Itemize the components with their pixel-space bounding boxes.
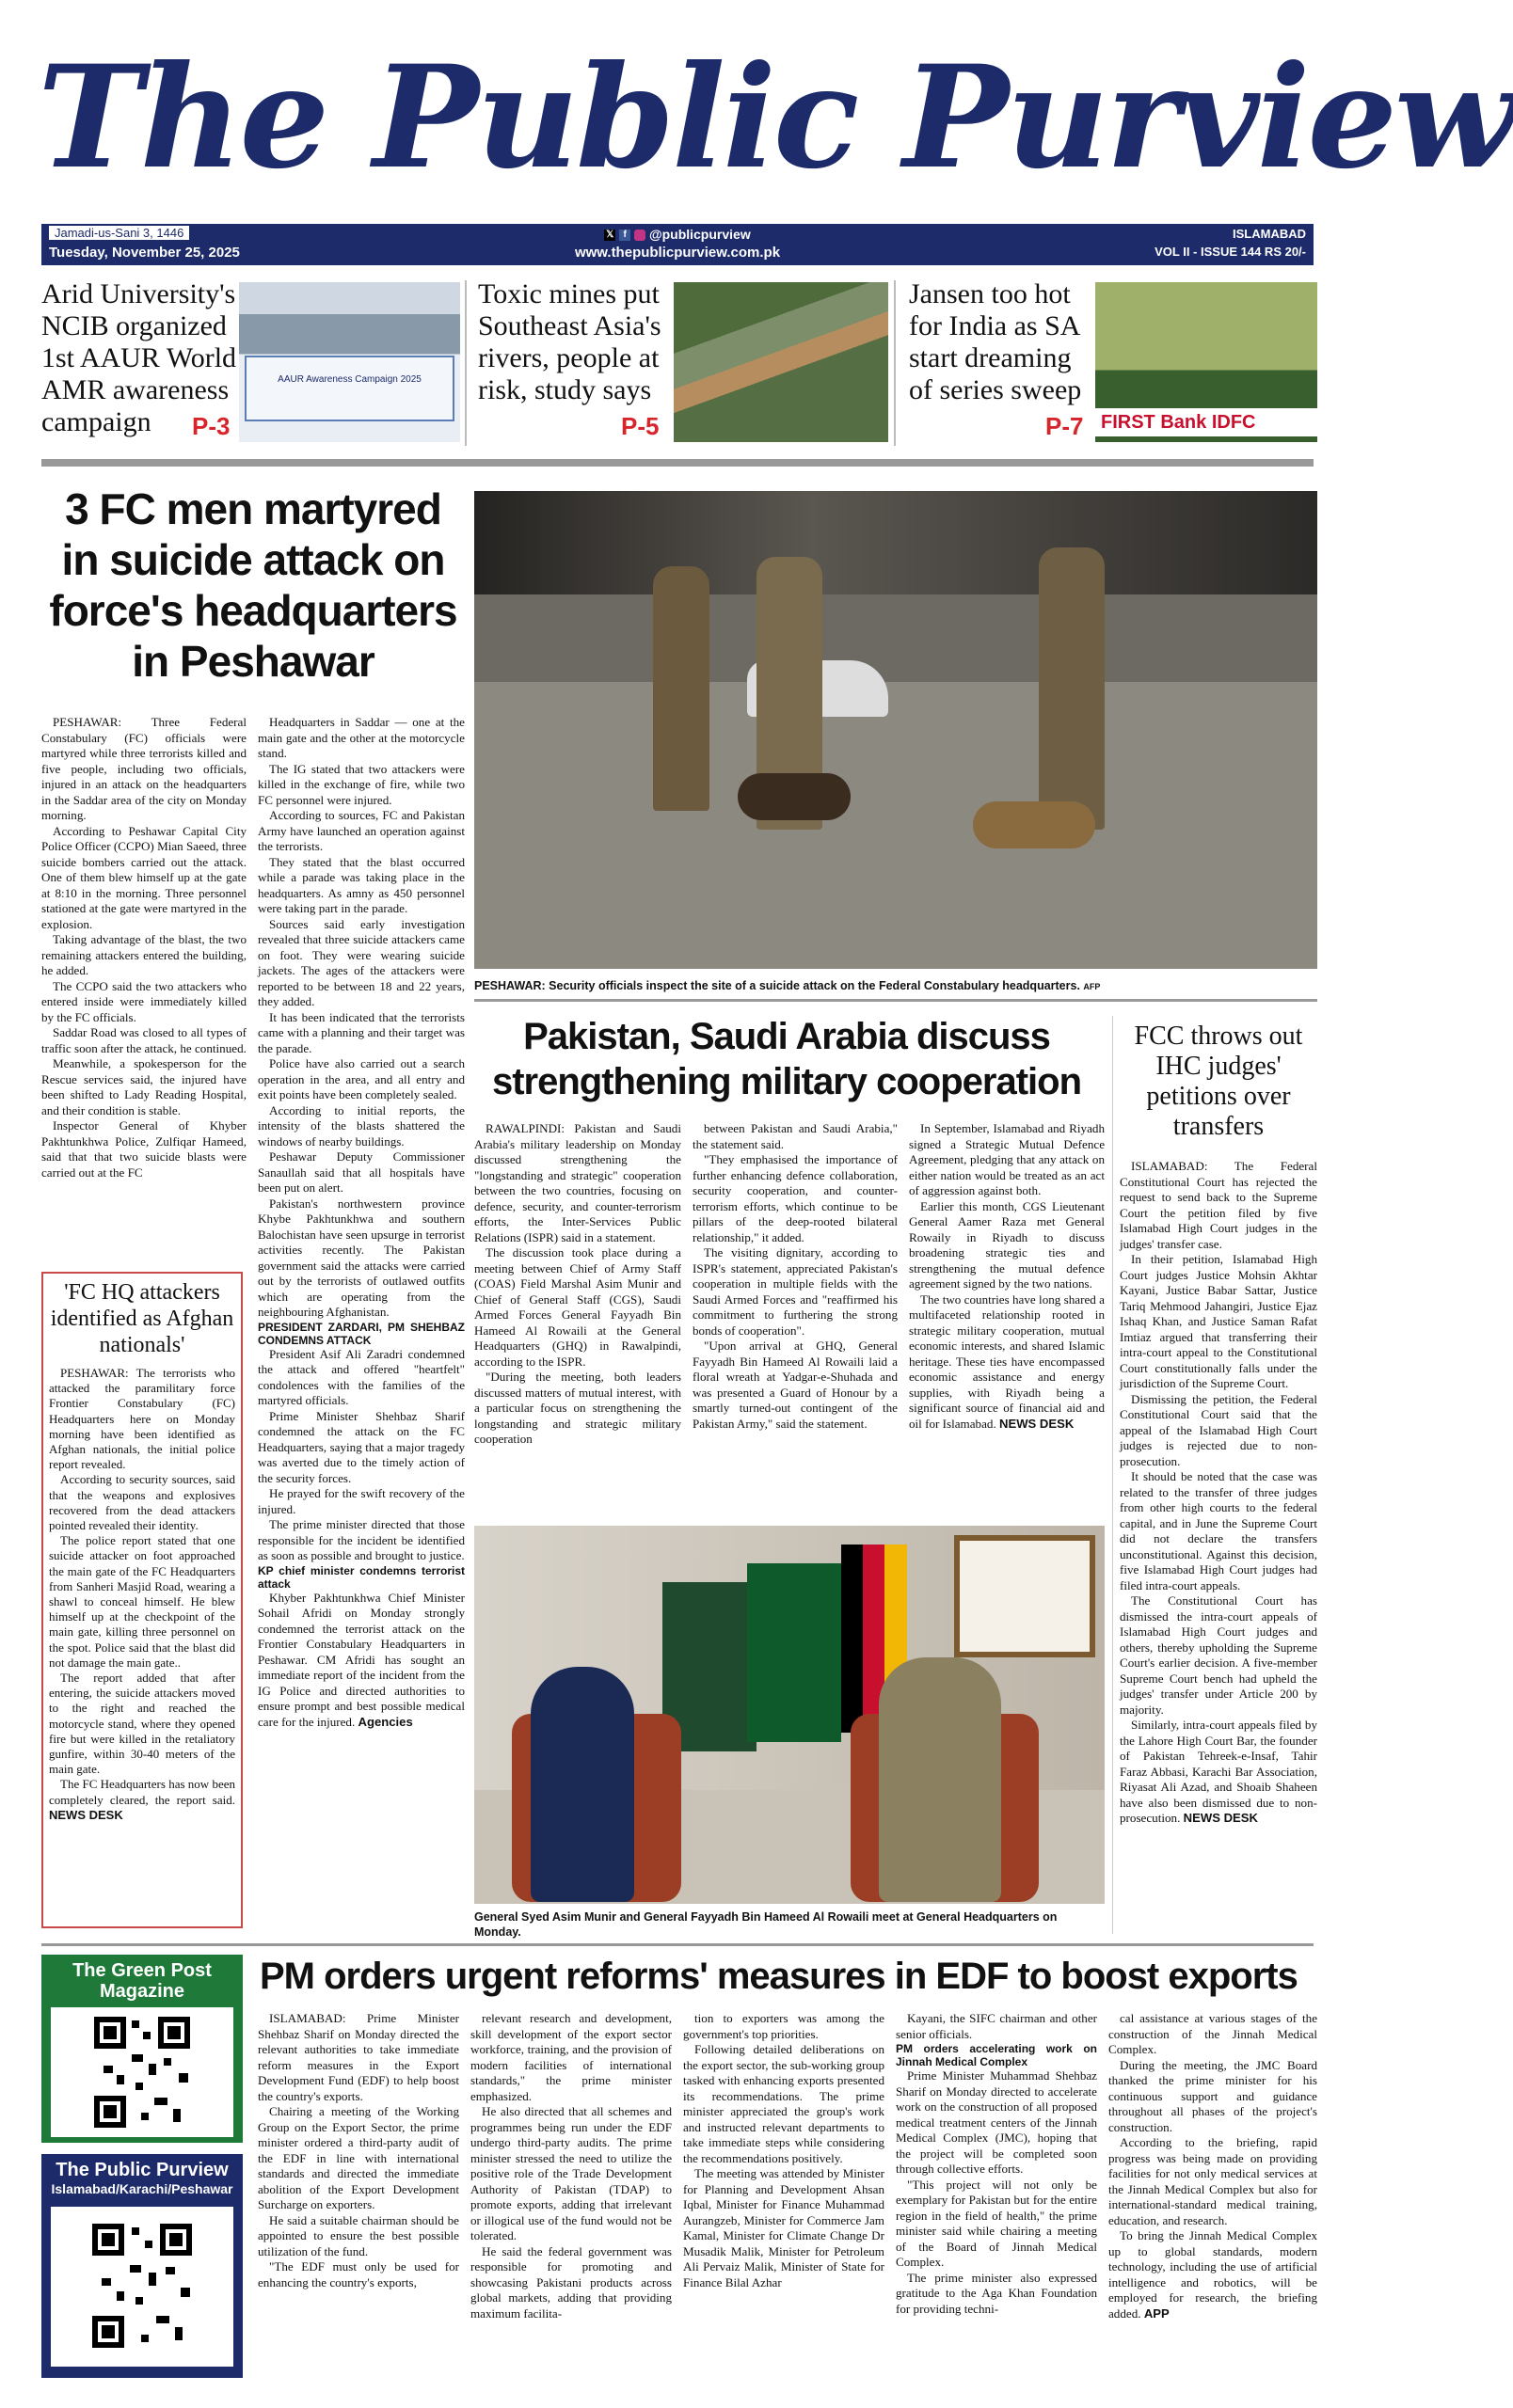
saudi-headline: Pakistan, Saudi Arabia discuss strengthening military cooperation	[491, 1016, 1082, 1102]
public-purview-promo[interactable]: The Public Purview Islamabad/Karachi/Peshawar	[41, 2154, 243, 2378]
teaser-title: Toxic mines put Southeast Asia's rivers, people at risk, study says	[478, 278, 661, 405]
subheading: PM orders accelerating work on Jinnah Medical Complex	[896, 2042, 1097, 2068]
ad-board: FIRST Bank IDFC	[1095, 408, 1317, 436]
rule	[474, 999, 1317, 1002]
teaser-photo	[1095, 282, 1317, 442]
box-headline: 'FC HQ attackers identified as Afghan nationals'	[50, 1280, 234, 1357]
teaser-page: P-3	[192, 412, 231, 440]
lead-headline: 3 FC men martyred in suicide attack on force's headquarters in Peshawar	[49, 484, 457, 686]
subheading: PRESIDENT ZARDARI, PM SHEHBAZ CONDEMNS ATTACK	[258, 1320, 465, 1347]
flag	[747, 1563, 841, 1742]
section-rule	[41, 1943, 1314, 1946]
facebook-icon: f	[619, 230, 630, 241]
instagram-icon	[634, 230, 645, 241]
fcc-column: ISLAMABAD: The Federal Constitutional Court has rejected the request to send back to the Supreme Court the petition filed by five Islamabad High Court judges in the judges' transfer case. In their petition, Islamabad High Court judges Justice Mohsin Akhtar Kayani, Justice Babar Sattar, Justice Tariq Mehmood Jahangiri, Justice Ejaz Ishaq Khan, and Justice Saman Rafat Imtiaz argued that transferring their intra-court appeal to the Constitutional Court constitutionally falls under the jurisdiction of the Supreme Court. Dismissing the petition, the Federal Constitutional Court said that the appeal of the Islamabad High Court judges is rejected due to non-prosecution. It should be noted that the case was related to the transfer of three judges from other high courts to the federal capital, and in June the Supreme Court did not declare the transfers unconstitutional. Against this decision, five Islamabad High Court judges had filed intra-court appeals. The Constitutional Court has dismissed the intra-court appeals of Islamabad High Court judges and others, thereby upholding the Supreme Court's earlier decision. A five-member Supreme Court bench had upheld the judges' transfer under Article 200 by majority. Similarly, intra-court appeals filed by the Lahore High Court Bar, the founder of Pakistan Tehreek-e-Insaf, Tahir Faraz Abbasi, Karachi Bar Association, Riyasat Ali Azad, and Shoaib Shaheen have also been dismissed due to non-prosecution. NEWS DESK	[1120, 1159, 1317, 1825]
saudi-column-2: between Pakistan and Saudi Arabia," the statement said. "They emphasised the importance of further enhancing defence collaboration, security cooperation, and counter-terrorism efforts, which continue to be pillars of the deep-rooted bilateral relationship," it added. The visiting dignitary, according to ISPR's statement, appreciated Pakistan's cooperation in multiple fields with the Saudi Armed Forces and "reaffirmed his commitment to furthering the strong bonds of cooperation". "Upon arrival at GHQ, General Fayyadh Bin Hameed Al Rowaili laid a floral wreath at Yadgar-e-Shuhada and was presented a Guard of Honour by a smartly turned-out contingent of the Pakistan Army," said the statement.	[693, 1121, 898, 1431]
lead-photo-caption: PESHAWAR: Security officials inspect the site of a suicide attack on the Federal Constabulary headquarters. AFP	[474, 979, 1101, 992]
teaser-3[interactable]	[909, 278, 1323, 448]
teaser-photo	[674, 282, 888, 442]
fcc-headline: FCC throws out IHC judges' petitions over transfers	[1134, 1022, 1303, 1141]
lead-column-2: Headquarters in Saddar — one at the main gate and the other at the motorcycle stand. The IG stated that two attackers were killed in the exchange of fire, while two FC personnel were injured. According to sources, FC and Pakistan Army have launched an operation against the terrorists. They stated that the blast occurred while a parade was taking place in the headquarters. As amny as 450 personnel were taking part in the parade. Sources said early investigation revealed that three suicide attackers came on foot. They were wearing suicide jackets. The ages of the attackers were reported to be between 18 and 22 years, they added. It has been indicated that the terrorists came with a planning and their target was the parade. Police have also carried out a search operation in the area, and all entry and exit points have been completely sealed. According to initial reports, the intensity of the blasts shattered the windows of nearby buildings. Peshawar Deputy Commissioner Sanaullah said that all hospitals have been put on alert. Pakistan's northwestern province Khybe Pakhtunkhwa and southern Balochistan have seen upsurge in terrorist activities recently. The Pakistan government said the attacks were carried out by the terrorists of outlawed outfits which are operating from the neighbouring Afghanistan. PRESIDENT ZARDARI, PM SHEHBAZ CONDEMNS ATTACK President Asif Ali Zaradri condemned the attack and offered "heartfelt" condolences with the families of the martyred officials. Prime Minister Shehbaz Sharif condemned the attack on the FC Headquarters, saying that a major tragedy was averted due to the timely action of the security forces. He prayed for the swift recovery of the injured. The prime minister directed that those responsible for the incident be identified as soon as possible and brought to justice. KP chief minister condemns terrorist attack Khyber Pakhtunkhwa Chief Minister Sohail Afridi on Monday strongly condemned the terrorist attack on the Frontier Constabulary Headquarters in Peshawar. CM Afridi has sought an immediate report of the incident from the IG Police and directed authorities to ensure prompt and best possible medical care for the injured. Agencies	[258, 715, 465, 1729]
lead-column-1: PESHAWAR: Three Federal Constabulary (FC) officials were martyred while three terrorists killed and five people, including two officials, injured in an attack on the headquarters in the Saddar area of the city on Monday morning. According to Peshawar Capital City Police Officer (CCPO) Mian Saeed, three suicide bombers carried out the attack. One of them blew himself up at the gate at 8:10 in the morning. Three personnel stationed at the gate were martyred in the explosion. Taking advantage of the blast, the two remaining attackers entered the building, he added. The CCPO said the two attackers who entered inside were immediately killed by the FC officials. Saddar Road was closed to all types of traffic soon after the attack, he continued. Meanwhile, a spokesperson for the Rescue services said, the injured have been shifted to Lady Reading Hospital, and their condition is stable. Inspector General of Khyber Pakhtunkhwa Police, Zulfiqar Hameed, said that that two suicide blasts were carried out at the FC	[41, 715, 247, 1180]
section-rule	[41, 459, 1314, 467]
issue-date: Tuesday, November 25, 2025	[49, 245, 240, 261]
teaser-1[interactable]	[41, 278, 474, 448]
divider	[465, 280, 467, 446]
masthead-title: The Public Purview	[38, 35, 1513, 200]
saudi-column-1: RAWALPINDI: Pakistan and Saudi Arabia's military leadership on Monday discussed strengthening the "longstanding and strategic" cooperation between the two countries, focusing on defence, security, and counter-terrorism efforts, the Inter-Services Public Relations (ISPR) said in a statement. The discussion took place during a meeting between Chief of Army Staff (COAS) Field Marshal Asim Munir and Chief of General Staff (CGS), Saudi Armed Forces General Fayyadh Bin Hameed Al Rowaili at the General Headquarters (GHQ) in Rawalpindi, according to the ISPR. "During the meeting, both leaders discussed matters of mutual interest, with a particular focus on strengthening the longstanding and strategic military cooperation	[474, 1121, 681, 1446]
edf-headline: PM orders urgent reforms' measures in EDF to boost exports	[260, 1956, 1298, 1997]
volume-issue: VOL II - ISSUE 144 RS 20/-	[1155, 245, 1306, 259]
divider	[894, 280, 896, 446]
teaser-title: Jansen too hot for India as SA start dreaming of series sweep	[909, 278, 1082, 405]
divider	[1112, 1016, 1113, 1934]
edf-column-3: tion to exporters was among the government's top priorities. Following detailed deliberations on the export sector, the sub-working group tasked with enhancing exports presented its recommendations. The prime minister appreciated the group's work and instructed relevant departments to take immediate steps while considering the recommendations positively. The meeting was attended by Minister for Planning and Development Ahsan Iqbal, Minister for Finance Muhammad Aurangzeb, Minister for Commerce Jam Kamal, Minister for Climate Change Dr Musadik Malik, Minister for Petroleum Ali Pervaiz Malik, Minister of State for Finance Bilal Azhar	[683, 2011, 884, 2289]
box-text: PESHAWAR: The terrorists who attacked the paramilitary force Frontier Constabulary (FC) Headquarters here on Monday morning have been identified as Afghan nationals, the initial police report revealed. According to security sources, said that the weapons and explosives recovered from the dead attackers pointed revealed their identity. The police report stated that one suicide attacker on foot approached the main gate of the FC Headquarters from Sanheri Masjid Road, wearing a shawl to conceal himself. He blew himself up at the checkpoint of the main gate, killing three personnel on the spot. Police said that the blast did not damage the main gate.. The report added that after entering, the suicide attackers moved to the right and reached the motorcycle stand, where they opened fire but were killed in the retaliatory gunfire, within 30-40 meters of the main gate. The FC Headquarters has now been completely cleared, the report said. NEWS DESK	[49, 1366, 235, 1822]
boxed-story	[41, 1272, 243, 1928]
qr-code	[51, 2207, 233, 2367]
teaser-photo	[239, 282, 460, 442]
lead-photo	[474, 491, 1317, 969]
edf-column-2: relevant research and development, skill development of the export sector workforce, training, and the provision of modern facilities of international standards," the prime minister emphasized. He also directed that all schemes and programmes being run under the EDF undergo third-party audits. The prime minister stressed the need to utilize the positive role of the Trade Development Authority of Pakistan (TDAP) to promote exports, adding that irrelevant or illogical use of the fund would not be tolerated. He said the federal government was responsible for promoting and showcasing Pakistani products across global markets, adding that providing maximum facilita-	[470, 2011, 672, 2321]
social-handle: 𝕏 f @publicpurview	[606, 227, 751, 242]
saudi-photo-caption: General Syed Asim Munir and General Fayyadh Bin Hameed Al Rowaili meet at General Headquarters on Monday.	[474, 1910, 1058, 1939]
green-post-promo[interactable]: The Green Post Magazine	[41, 1955, 243, 2143]
teaser-2[interactable]	[478, 278, 911, 448]
info-bar	[41, 224, 1314, 265]
edf-column-1: ISLAMABAD: Prime Minister Shehbaz Sharif on Monday directed the relevant authorities to take immediate reform measures in the Export Development Fund (EDF) to help boost the country's exports. Chairing a meeting of the Working Group on the Export Sector, the prime minister ordered a third-party audit of the EDF in line with international standards and directed the immediate abolition of the Export Development Surcharge on exporters. He said a suitable chairman should be appointed to ensure the best possible utilization of the fund. "The EDF must only be used for enhancing the country's exports,	[258, 2011, 459, 2289]
framed-art	[954, 1535, 1095, 1657]
edf-column-4: Kayani, the SIFC chairman and other senior officials. PM orders accelerating work on Jinnah Medical Complex Prime Minister Muhammad Shehbaz Sharif on Monday directed to accelerate work on the construction of all proposed medical treatment centers of the Jinnah Medical Complex (JMC), hoping that the project will be completed soon through collective efforts. "This project will not only be exemplary for Pakistan but for the entire region in the field of health," the prime minister said while chairing a meeting of the Board of Jinnah Medical Complex. The prime minister also expressed gratitude to the Aga Khan Foundation for providing techni-	[896, 2011, 1097, 2316]
qr-code	[51, 2007, 233, 2137]
subheading: KP chief minister condemns terrorist attack	[258, 1563, 465, 1591]
banner: AAUR Awareness Campaign 2025	[245, 356, 454, 421]
edition-city: ISLAMABAD	[1233, 227, 1306, 241]
x-icon: 𝕏	[606, 230, 614, 241]
teaser-page: P-5	[621, 412, 660, 440]
teaser-title: Arid University's NCIB organized 1st AAUR World AMR awareness campaign	[41, 278, 237, 437]
hijri-date: Jamadi-us-Sani 3, 1446	[49, 226, 189, 240]
website-link[interactable]: www.thepublicpurview.com.pk	[574, 245, 781, 261]
edf-column-5: cal assistance at various stages of the construction of the Jinnah Medical Complex. During the meeting, the JMC Board thanked the prime minister for his continuous support and guidance throughout all phases of the project's construction. According to the briefing, rapid progress was being made on providing facilities for not only medical services at the Jinnah Medical Complex but also for international-standard medical training, education, and research. To bring the Jinnah Medical Complex up to global standards, modern technology, including the use of artificial intelligence and robotics, will be employed for research, the briefing added. APP	[1108, 2011, 1317, 2321]
saudi-photo	[474, 1526, 1105, 1904]
saudi-column-3: In September, Islamabad and Riyadh signed a Strategic Mutual Defence Agreement, pledging that any attack on either nation would be treated as an act of aggression against both. Earlier this month, CGS Lieutenant General Aamer Raza met General Rowaily in Riyadh to discuss broadening strategic ties and strengthening the mutual defence agreement signed by the two nations. The two countries have long shared a multifaceted relationship rooted in strategic military cooperation, mutual economic interests, and shared Islamic heritage. These ties have encompassed economic assistance and energy supplies, with Riyadh being a significant source of financial aid and oil for Islamabad. NEWS DESK	[909, 1121, 1105, 1431]
teaser-page: P-7	[1045, 412, 1084, 440]
